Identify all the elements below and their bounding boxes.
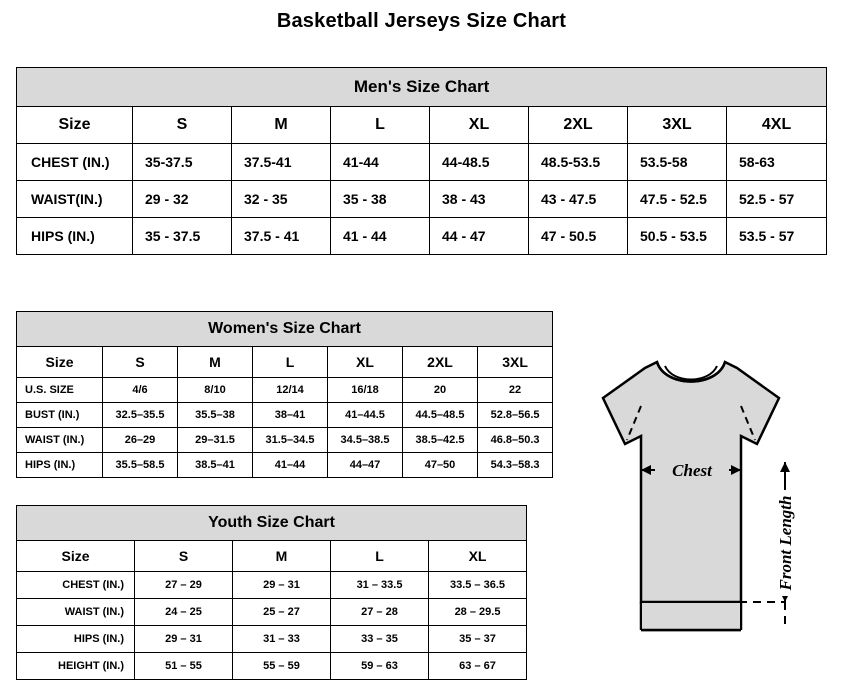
- mens-chest-s: 35-37.5: [133, 144, 232, 181]
- youth-hips-xl: 35 – 37: [429, 626, 527, 653]
- womens-chart-banner: Women's Size Chart: [17, 312, 553, 347]
- youth-chart-header-row: [17, 541, 527, 572]
- womens-col-2xl: 2XL: [403, 347, 478, 378]
- youth-row-label-chest: CHEST (IN.): [17, 572, 135, 599]
- youth-chest-s: 27 – 29: [135, 572, 233, 599]
- womens-ussize-l: 12/14: [253, 378, 328, 403]
- youth-height-m: 55 – 59: [233, 653, 331, 680]
- womens-ussize-s: 4/6: [103, 378, 178, 403]
- womens-ussize-xl: 16/18: [328, 378, 403, 403]
- womens-bust-2xl: 44.5–48.5: [403, 403, 478, 428]
- table-row: [17, 403, 553, 428]
- chest-label: Chest: [672, 461, 712, 480]
- mens-waist-l: 35 - 38: [331, 181, 430, 218]
- mens-waist-xl: 38 - 43: [430, 181, 529, 218]
- mens-hips-s: 35 - 37.5: [133, 218, 232, 255]
- mens-chart-banner: Men's Size Chart: [17, 68, 827, 107]
- womens-chart-header-row: [17, 347, 553, 378]
- womens-col-size: Size: [17, 347, 103, 378]
- womens-chart-banner-row: [17, 312, 553, 347]
- womens-row-label-us-size: U.S. SIZE: [17, 378, 103, 403]
- womens-ussize-3xl: 22: [478, 378, 553, 403]
- womens-waist-2xl: 38.5–42.5: [403, 428, 478, 453]
- front-length-label: Front Length: [776, 495, 795, 591]
- womens-waist-xl: 34.5–38.5: [328, 428, 403, 453]
- youth-col-m: M: [233, 541, 331, 572]
- womens-row-label-hips: HIPS (IN.): [17, 453, 103, 478]
- youth-waist-xl: 28 – 29.5: [429, 599, 527, 626]
- table-row: [17, 378, 553, 403]
- table-row: [17, 428, 553, 453]
- womens-waist-l: 31.5–34.5: [253, 428, 328, 453]
- youth-chest-m: 29 – 31: [233, 572, 331, 599]
- mens-col-m: M: [232, 107, 331, 144]
- mens-waist-3xl: 47.5 - 52.5: [628, 181, 727, 218]
- womens-hips-l: 41–44: [253, 453, 328, 478]
- table-row: [17, 653, 527, 680]
- youth-waist-s: 24 – 25: [135, 599, 233, 626]
- mens-chart-header-row: [17, 107, 827, 144]
- mens-waist-m: 32 - 35: [232, 181, 331, 218]
- womens-bust-xl: 41–44.5: [328, 403, 403, 428]
- jersey-outline: [603, 362, 779, 602]
- table-row: [17, 144, 827, 181]
- mens-chest-3xl: 53.5-58: [628, 144, 727, 181]
- youth-chart-banner-row: [17, 506, 527, 541]
- mens-hips-l: 41 - 44: [331, 218, 430, 255]
- womens-col-3xl: 3XL: [478, 347, 553, 378]
- youth-chart-banner: Youth Size Chart: [17, 506, 527, 541]
- mens-waist-4xl: 52.5 - 57: [727, 181, 827, 218]
- table-row: [17, 626, 527, 653]
- table-row: [17, 453, 553, 478]
- womens-waist-s: 26–29: [103, 428, 178, 453]
- mens-hips-xl: 44 - 47: [430, 218, 529, 255]
- mens-col-xl: XL: [430, 107, 529, 144]
- mens-row-label-hips: HIPS (IN.): [17, 218, 133, 255]
- youth-chest-xl: 33.5 – 36.5: [429, 572, 527, 599]
- mens-waist-2xl: 43 - 47.5: [529, 181, 628, 218]
- mens-col-s: S: [133, 107, 232, 144]
- youth-height-l: 59 – 63: [331, 653, 429, 680]
- mens-chart-banner-row: [17, 68, 827, 107]
- youth-waist-l: 27 – 28: [331, 599, 429, 626]
- womens-bust-m: 35.5–38: [178, 403, 253, 428]
- mens-col-2xl: 2XL: [529, 107, 628, 144]
- mens-hips-m: 37.5 - 41: [232, 218, 331, 255]
- youth-height-s: 51 – 55: [135, 653, 233, 680]
- womens-hips-xl: 44–47: [328, 453, 403, 478]
- mens-hips-4xl: 53.5 - 57: [727, 218, 827, 255]
- hem-fill: [642, 603, 740, 629]
- womens-hips-s: 35.5–58.5: [103, 453, 178, 478]
- womens-ussize-m: 8/10: [178, 378, 253, 403]
- youth-hips-s: 29 – 31: [135, 626, 233, 653]
- youth-hips-m: 31 – 33: [233, 626, 331, 653]
- mens-chest-m: 37.5-41: [232, 144, 331, 181]
- womens-col-xl: XL: [328, 347, 403, 378]
- table-row: [17, 599, 527, 626]
- womens-col-s: S: [103, 347, 178, 378]
- mens-chest-2xl: 48.5-53.5: [529, 144, 628, 181]
- womens-row-label-waist: WAIST (IN.): [17, 428, 103, 453]
- womens-bust-3xl: 52.8–56.5: [478, 403, 553, 428]
- womens-row-label-bust: BUST (IN.): [17, 403, 103, 428]
- table-row: [17, 181, 827, 218]
- page-title: Basketball Jerseys Size Chart: [276, 10, 567, 32]
- mens-col-l: L: [331, 107, 430, 144]
- mens-col-3xl: 3XL: [628, 107, 727, 144]
- womens-hips-m: 38.5–41: [178, 453, 253, 478]
- mens-chest-xl: 44-48.5: [430, 144, 529, 181]
- womens-waist-3xl: 46.8–50.3: [478, 428, 553, 453]
- youth-waist-m: 25 – 27: [233, 599, 331, 626]
- mens-hips-3xl: 50.5 - 53.5: [628, 218, 727, 255]
- womens-hips-2xl: 47–50: [403, 453, 478, 478]
- mens-size-chart-table: [16, 67, 827, 255]
- mens-row-label-waist: WAIST(IN.): [17, 181, 133, 218]
- youth-chest-l: 31 – 33.5: [331, 572, 429, 599]
- womens-ussize-2xl: 20: [403, 378, 478, 403]
- youth-col-size: Size: [17, 541, 135, 572]
- mens-chest-4xl: 58-63: [727, 144, 827, 181]
- womens-bust-s: 32.5–35.5: [103, 403, 178, 428]
- youth-hips-l: 33 – 35: [331, 626, 429, 653]
- youth-row-label-height: HEIGHT (IN.): [17, 653, 135, 680]
- womens-col-l: L: [253, 347, 328, 378]
- youth-size-chart-table: [16, 505, 527, 680]
- youth-col-xl: XL: [429, 541, 527, 572]
- table-row: [17, 218, 827, 255]
- mens-col-4xl: 4XL: [727, 107, 827, 144]
- youth-row-label-hips: HIPS (IN.): [17, 626, 135, 653]
- youth-col-s: S: [135, 541, 233, 572]
- womens-waist-m: 29–31.5: [178, 428, 253, 453]
- table-row: [17, 572, 527, 599]
- youth-height-xl: 63 – 67: [429, 653, 527, 680]
- womens-hips-3xl: 54.3–58.3: [478, 453, 553, 478]
- mens-hips-2xl: 47 - 50.5: [529, 218, 628, 255]
- youth-col-l: L: [331, 541, 429, 572]
- womens-col-m: M: [178, 347, 253, 378]
- womens-size-chart-table: [16, 311, 553, 478]
- front-length-arrow-top: [780, 462, 790, 472]
- youth-row-label-waist: WAIST (IN.): [17, 599, 135, 626]
- mens-col-size: Size: [17, 107, 133, 144]
- mens-row-label-chest: CHEST (IN.): [17, 144, 133, 181]
- mens-waist-s: 29 - 32: [133, 181, 232, 218]
- jersey-measurement-diagram: [545, 340, 835, 680]
- womens-bust-l: 38–41: [253, 403, 328, 428]
- mens-chest-l: 41-44: [331, 144, 430, 181]
